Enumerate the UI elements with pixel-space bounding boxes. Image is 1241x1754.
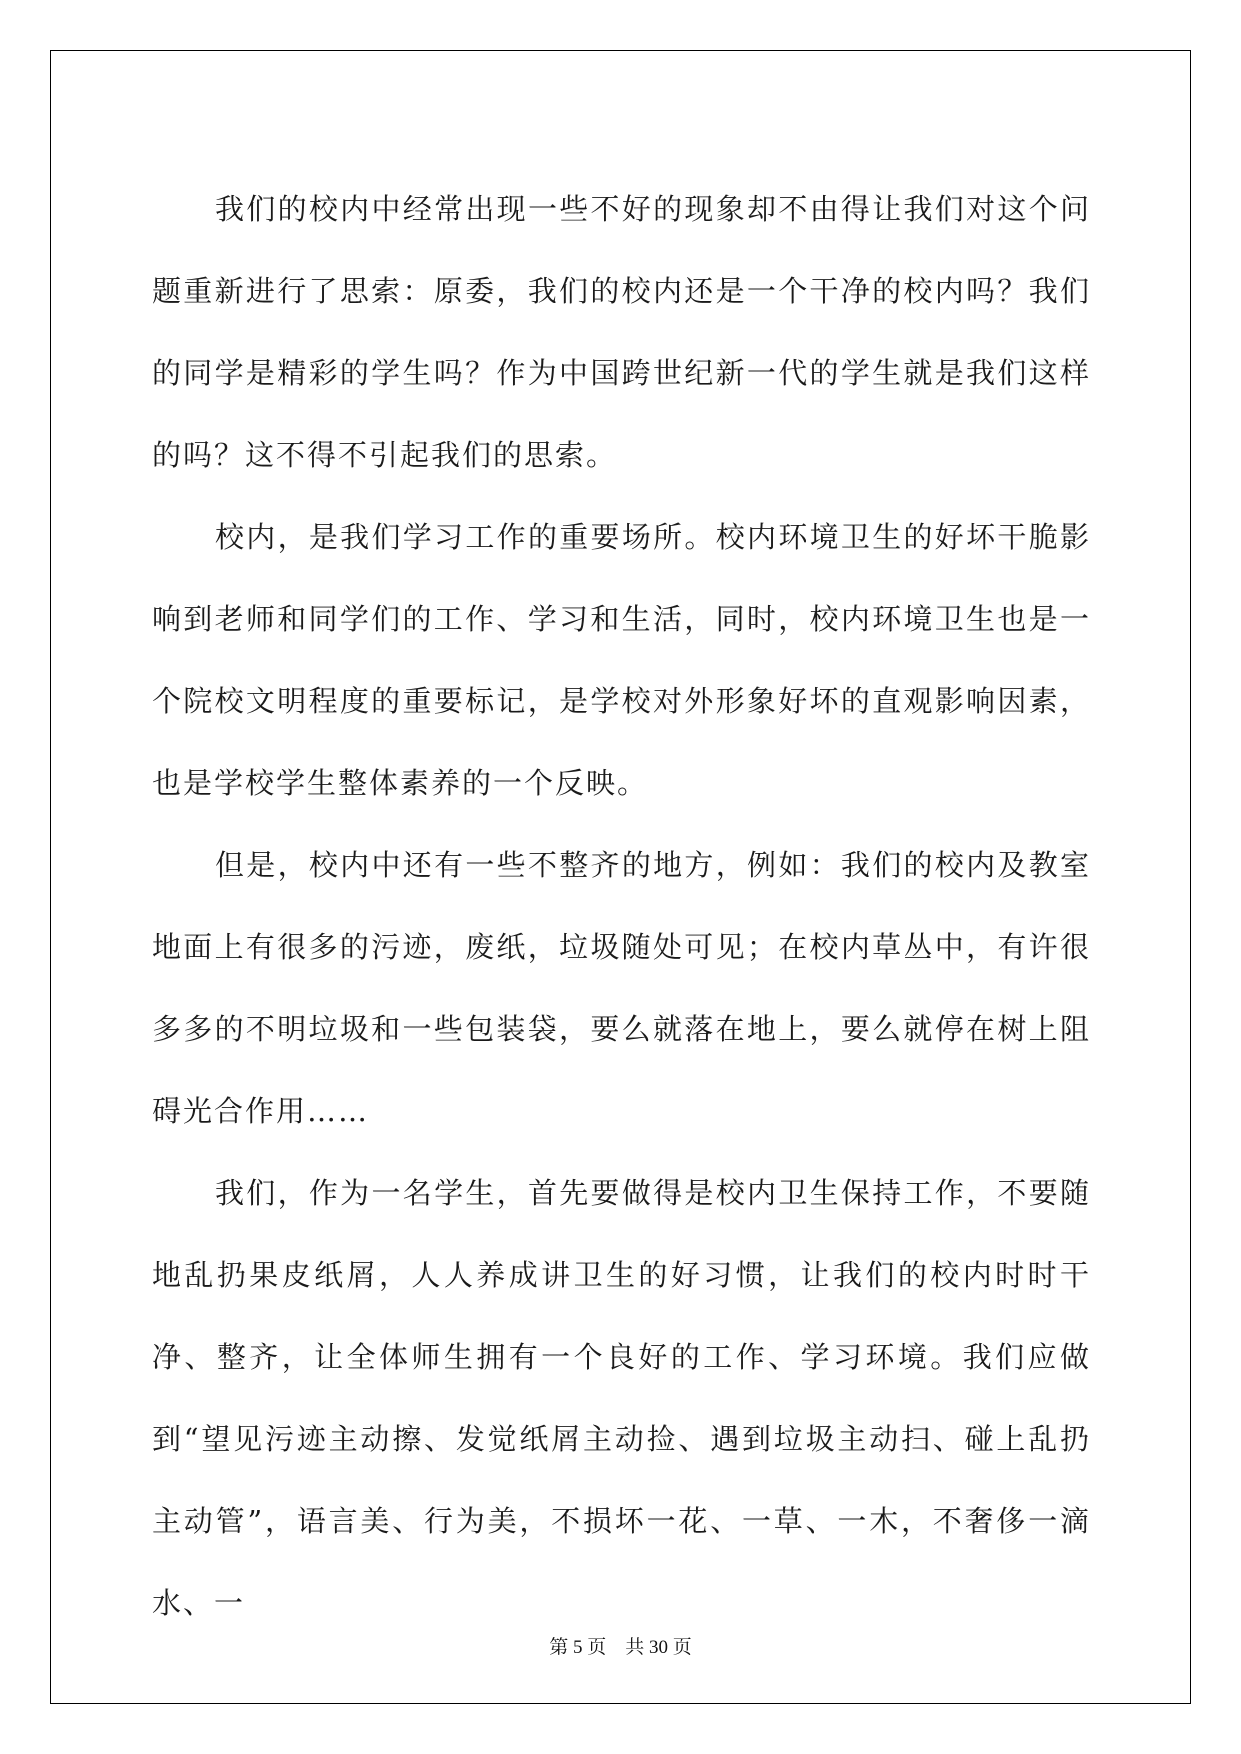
paragraph-4: 我们，作为一名学生，首先要做得是校内卫生保持工作，不要随地乱扔果皮纸屑，人人养成讲卫生的好习惯，让我们的校内时时干净、整齐，让全体师生拥有一个良好的工作、学习环境。我们应做到“望见污迹主动擦、发觉纸屑主动捡、遇到垃圾主动扫、碰上乱扔主动管”，语言美、行为美，不损坏一花、一草、一木，不奢侈一滴水、一 — [152, 1176, 1091, 1620]
paragraph-2: 校内，是我们学习工作的重要场所。校内环境卫生的好坏干脆影响到老师和同学们的工作、学习和生活，同时，校内环境卫生也是一个院校文明程度的重要标记，是学校对外形象好坏的直观影响因素，也是学校学生整体素养的一个反映。 — [152, 520, 1091, 800]
document-body — [152, 168, 1091, 1644]
page-number: 第 5 页 共 30 页 — [549, 1637, 692, 1658]
paragraph-1: 我们的校内中经常出现一些不好的现象却不由得让我们对这个问题重新进行了思索：原委，我们的校内还是一个干净的校内吗？我们的同学是精彩的学生吗？作为中国跨世纪新一代的学生就是我们这样的吗？这不得不引起我们的思索。 — [152, 192, 1091, 472]
page-footer — [0, 1632, 1241, 1659]
paragraph-3: 但是，校内中还有一些不整齐的地方，例如：我们的校内及教室地面上有很多的污迹，废纸，垃圾随处可见；在校内草丛中，有许很多多的不明垃圾和一些包装袋，要么就落在地上，要么就停在树上阻碍光合作用…… — [152, 848, 1091, 1128]
